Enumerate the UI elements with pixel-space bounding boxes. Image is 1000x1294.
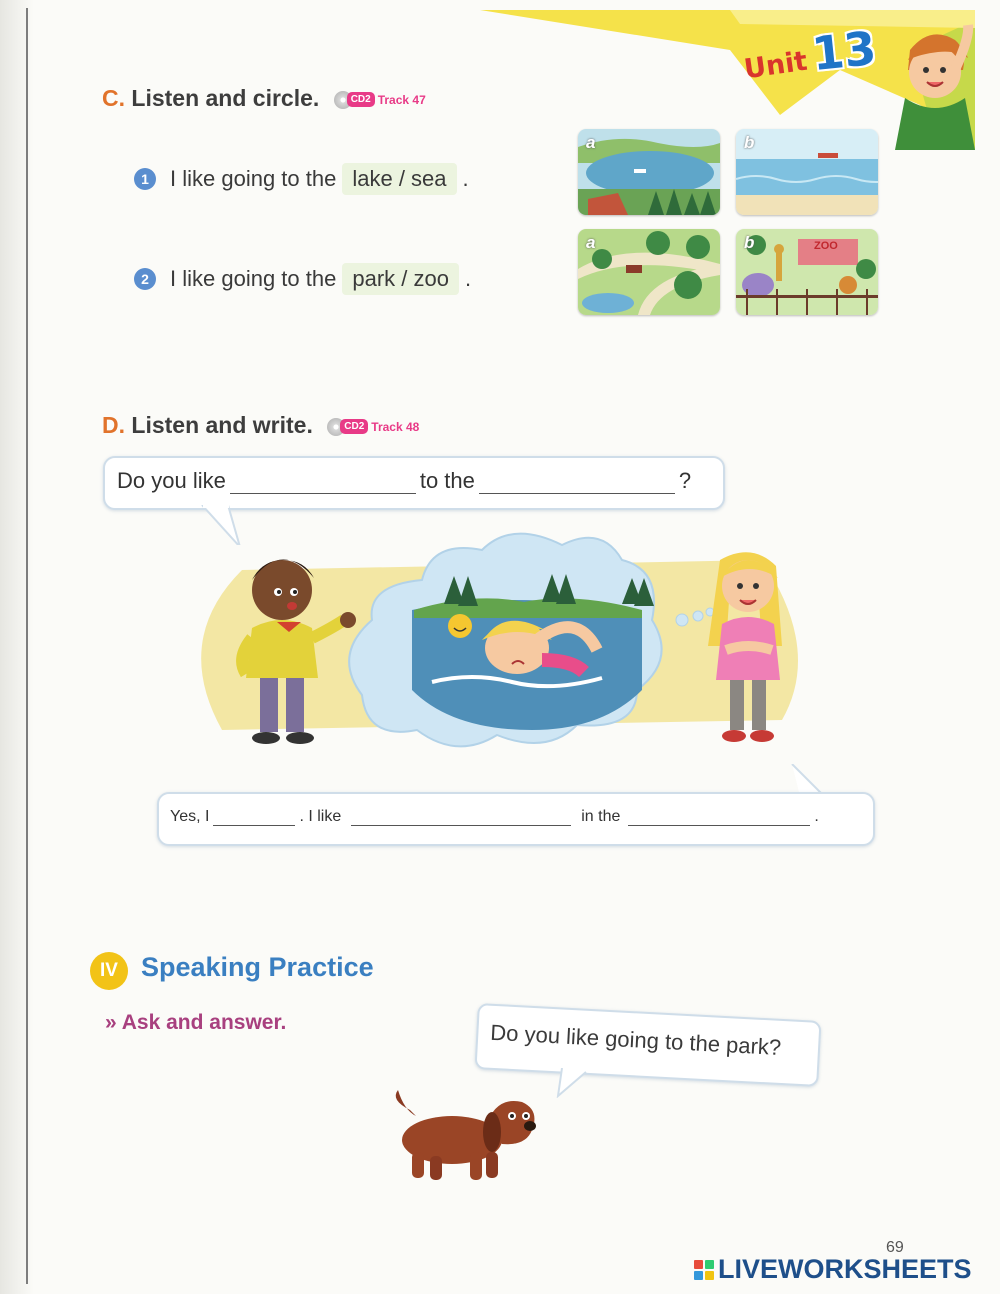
answer-end: . <box>814 808 819 825</box>
question-part1: Do you like <box>117 468 226 493</box>
speaking-speech-bubble <box>475 1003 822 1087</box>
picture-lake[interactable] <box>578 129 720 215</box>
unit-number: 13 <box>809 20 879 82</box>
swimming-scene-illustration <box>182 520 822 760</box>
page-binding-line <box>26 8 28 1284</box>
question-end: ? <box>678 468 692 493</box>
zoo-illustration <box>736 229 878 315</box>
section-c-title: Listen and circle. <box>131 85 320 111</box>
section-d-heading <box>102 412 419 439</box>
answer-blank-3[interactable] <box>628 805 810 826</box>
unit-label: Unit <box>742 45 810 86</box>
question-part2: to the <box>419 468 475 493</box>
picture-letter: a <box>586 133 596 152</box>
cd-track-badge[interactable] <box>334 91 426 109</box>
page-binding-shadow <box>0 0 34 1294</box>
park-illustration <box>578 229 720 315</box>
cd-label: CD2 <box>340 419 368 434</box>
answer-part3: in the <box>581 808 621 825</box>
answer-blank-1[interactable] <box>213 805 295 826</box>
answer-part1: Yes, I <box>170 808 210 825</box>
track-label: Track 48 <box>371 419 420 434</box>
speaking-practice-title: Speaking Practice <box>141 952 374 982</box>
ask-and-answer-instruction: » Ask and answer. <box>105 1011 287 1034</box>
item-suffix: . <box>464 266 472 291</box>
liveworksheets-logo <box>694 1254 972 1285</box>
cd-label: CD2 <box>347 92 375 107</box>
thought-cloud-icon <box>349 534 661 747</box>
circle-item-1 <box>134 163 469 195</box>
question-sentence <box>117 468 691 494</box>
lake-illustration <box>578 129 720 215</box>
track-label: Track 47 <box>377 92 426 107</box>
answer-part2: . I like <box>299 808 342 825</box>
circle-item-2 <box>134 263 471 295</box>
picture-letter: a <box>586 233 596 252</box>
item-prefix: I like going to the <box>170 266 337 291</box>
item-number-badge: 2 <box>134 268 156 290</box>
picture-sea[interactable] <box>736 129 878 215</box>
section-c-letter: C. <box>102 85 125 111</box>
section-c-heading <box>102 85 426 112</box>
item-suffix: . <box>462 166 469 191</box>
speaking-speech-tail <box>556 1068 592 1098</box>
sea-illustration <box>736 129 878 215</box>
choice-lake-sea[interactable]: lake / sea <box>342 163 456 195</box>
liveworksheets-wordmark: LIVEWORKSHEETS <box>718 1254 972 1284</box>
section-iv-badge: IV <box>90 952 128 990</box>
question-blank-2[interactable] <box>479 473 675 494</box>
page-number: 69 <box>886 1239 904 1256</box>
section-d-letter: D. <box>102 412 125 438</box>
picture-letter: b <box>744 233 755 252</box>
item-prefix: I like going to the <box>170 166 337 191</box>
speaking-bubble-text: Do you like going to the park? <box>489 1019 782 1060</box>
question-blank-1[interactable] <box>230 473 416 494</box>
answer-sentence <box>170 805 819 826</box>
zoo-sign-text: ZOO <box>814 240 838 252</box>
picture-park[interactable] <box>578 229 720 315</box>
picture-zoo[interactable] <box>736 229 878 315</box>
liveworksheets-logo-icon <box>694 1260 714 1280</box>
section-d-title: Listen and write. <box>131 412 313 438</box>
item-number-badge: 1 <box>134 168 156 190</box>
cd-track-badge[interactable] <box>327 418 419 436</box>
picture-letter: b <box>744 133 755 152</box>
choice-park-zoo[interactable]: park / zoo <box>342 263 459 295</box>
dog-icon <box>390 1086 540 1184</box>
unit-banner <box>480 10 975 150</box>
answer-blank-2[interactable] <box>351 805 571 826</box>
